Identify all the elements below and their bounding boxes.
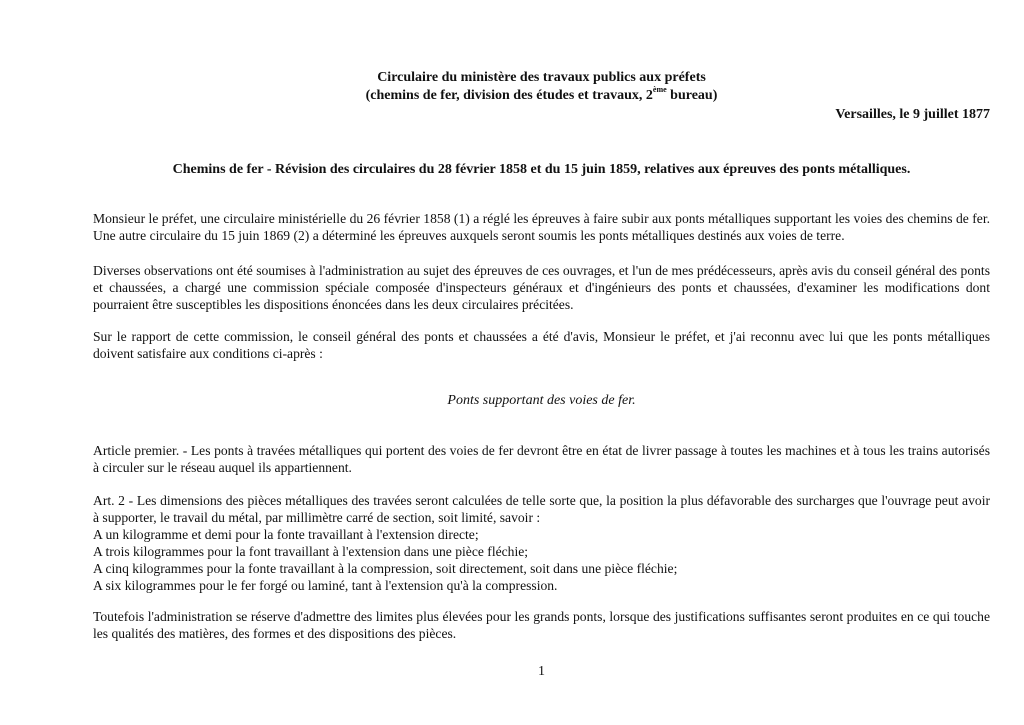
- document-subtitle: [93, 87, 990, 105]
- article-2-item: A six kilogrammes pour le fer forgé ou laminé, tant à l'extension qu'à la compression.: [93, 578, 558, 593]
- section-title: Ponts supportant des voies de fer.: [447, 393, 636, 408]
- document-page: [93, 0, 990, 725]
- document-subject: Chemins de fer - Révision des circulaires du 28 février 1858 et du 15 juin 1859, relatives aux épreuves des ponts métalliques.: [172, 162, 911, 177]
- article-2-item: A cinq kilogrammes pour la fonte travaillant à la compression, soit directement, soit dans une pièce fléchie;: [93, 561, 678, 576]
- page-number: 1: [538, 664, 545, 679]
- article-2: [93, 492, 990, 594]
- article-2-note: Toutefois l'administration se réserve d'admettre des limites plus élevées pour les grands ponts, lorsque des justifications suffisantes seront produites en ce qui touche les qualités des matières, des formes et des dispositions des pièces.: [93, 609, 990, 641]
- article-1: Article premier. - Les ponts à travées métalliques qui portent des voies de fer devront être en état de livrer passage à toutes les machines et à tous les trains autorisés à circuler sur le réseau auquel ils appartiennent.: [93, 443, 990, 475]
- paragraph-commission: Sur le rapport de cette commission, le conseil général des ponts et chaussées a été d'avis, Monsieur le préfet, et j'ai reconnu avec lui que les ponts métalliques doivent satisfaire aux conditions ci-après :: [93, 329, 990, 361]
- document-title: Circulaire du ministère des travaux publics aux préfets: [377, 70, 706, 85]
- article-2-intro: Art. 2 - Les dimensions des pièces métalliques des travées seront calculées de telle sorte que, la position la plus défavorable des surcharges que l'ouvrage peut avoir à supporter, le travail du métal, par millimètre carré de section, soit limité, savoir :: [93, 493, 990, 525]
- article-2-item: A trois kilogrammes pour la font travaillant à l'extension dans une pièce fléchie;: [93, 544, 529, 559]
- subtitle-superscript: ème: [652, 85, 667, 95]
- paragraph-intro: Monsieur le préfet, une circulaire ministérielle du 26 février 1858 (1) a réglé les épreuves à faire subir aux ponts métalliques supportant les voies des chemins de fer. Une autre circulaire du 15 juin 1869 (2) a déterminé les épreuves auxquels seront soumis les ponts métalliques destinés aux voies de terre.: [93, 211, 990, 243]
- document-date: Versailles, le 9 juillet 1877: [835, 107, 990, 122]
- subtitle-suffix: bureau): [666, 88, 718, 103]
- article-2-item: A un kilogramme et demi pour la fonte travaillant à l'extension directe;: [93, 527, 479, 542]
- subtitle-prefix: (chemins de fer, division des études et travaux, 2: [365, 88, 653, 103]
- paragraph-observations: Diverses observations ont été soumises à l'administration au sujet des épreuves de ces ouvrages, et l'un de mes prédécesseurs, après avis du conseil général des ponts et chaussées, a chargé une commission spéciale composée d'inspecteurs généraux et d'ingénieurs des ponts et chaussées, d'examiner les modifications dont pourraient être susceptibles les dispositions énoncées dans les deux circulaires précitées.: [93, 263, 990, 312]
